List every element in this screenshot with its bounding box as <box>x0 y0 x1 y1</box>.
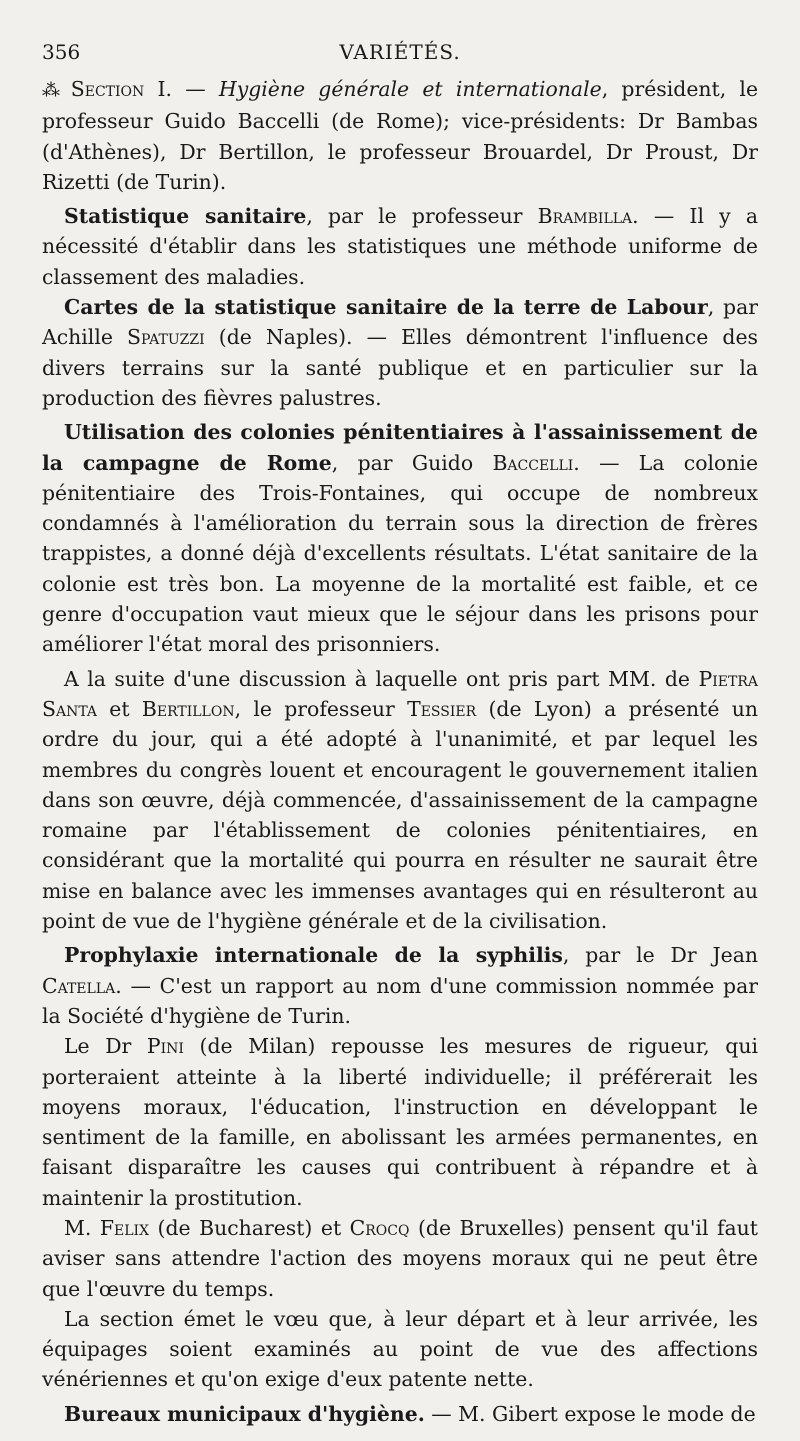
author-name: Brambilla. <box>537 204 639 229</box>
person-name: Pietra Santa <box>42 666 758 721</box>
author-name: Spatuzzi <box>127 325 205 350</box>
paragraph-pini: Le Dr Pini (de Milan) repousse les mesures de rigueur, qui porteraient atteinte à la liberté individuelle; il préférerait les moyens moraux, l'éducation, l'instruction en développant le sentiment de la famille, en abolissant les armées permanentes, en faisant disparaître les causes qui contribuent à répandre et à maintenir la prostitution. <box>42 1034 759 1210</box>
paragraph-heading: Utilisation des colonies pénitentiaires à l'assainissement de la campagne de Rome <box>42 420 758 475</box>
paragraph-cartes: Cartes de la statistique sanitaire de la terre de Labour, par Achille Spatuzzi (de Naples). — Elles démontrent l'influence des divers terrains sur la santé publique et en particulier sur la production des fièvres palustres. <box>42 295 758 410</box>
author-name: Catella. <box>42 973 122 998</box>
paragraph-text: (de Naples). — Elles démontrent l'influence des divers terrains sur la santé publique et en particulier sur la production des fièvres palustres. <box>42 325 758 410</box>
paragraph-text: , président, le professeur Guido Baccelli (de Rome); vice-présidents: Dr Bambas (d'Athènes), Dr Bertillon, le professeur Brouardel, Dr Proust, Dr Rizetti (de Turin). <box>42 77 759 194</box>
paragraph-colonies: Utilisation des colonies pénitentiaires à l'assainissement de la campagne de Rome, par Guido Baccelli. — La colonie pénitentiaire des Trois-Fontaines, qui occupe de nombreux condamnés à l'amélioration du terrain sous la direction de frères trappistes, a donné déjà d'excellents résultats. L'état sanitaire de la colonie est très bon. La moyenne de la mortalité est faible, et ce genre d'occupation vaut mieux que le séjour dans les prisons pour améliorer l'état moral des prisonniers. <box>42 420 759 657</box>
person-name: Crocq <box>349 1215 410 1240</box>
author-name: Baccelli. <box>492 450 580 475</box>
paragraph-text: — M. Gibert expose le mode de <box>424 1401 756 1426</box>
paragraph-text: La section émet le vœu que, à leur départ et à leur arrivée, les équipages soient examinés au point de vue des affections vénériennes et qu'on exige d'eux patente nette. <box>42 1306 758 1392</box>
paragraph-heading: Statistique sanitaire <box>64 204 307 229</box>
paragraph-discussion: A la suite d'une discussion à laquelle ont pris part MM. de Pietra Santa et Bertillon, le professeur Tessier (de Lyon) a présenté un ordre du jour, qui a été adopté à l'unanimité, et par lequel les membres du congrès louent et encouragent le gouvernement italien dans son œuvre, déjà commencée, d'assainissement de la campagne romaine par l'établissement de colonies pénitentiaires, en considérant que la mortalité qui pourra en résulter ne saurait être mise en balance avec les immenses avantages qui en résulteront au point de vue de l'hygiène générale et de la civilisation. <box>42 666 758 934</box>
paragraph-text: — C'est un rapport au nom d'une commission nommée par la Société d'hygiène de Turin. <box>42 973 758 1028</box>
paragraph-heading: Cartes de la statistique sanitaire de la terre de Labour <box>64 295 708 320</box>
running-title: VARIÉTÉS. <box>339 40 461 64</box>
person-name: Bertillon <box>141 696 235 721</box>
section-mark-icon: ⁂ <box>42 80 67 101</box>
section-label: Section I. <box>70 77 173 101</box>
paragraph-text: — La colonie pénitentiaire des Trois-Fontaines, qui occupe de nombreux condamnés à l'amélioration du terrain sous la direction de frères trappistes, a donné déjà d'excellents résultats. L'état sanitaire de la colonie est très bon. La moyenne de la mortalité est faible, et ce genre d'occupation vaut mieux que le séjour dans les prisons pour améliorer l'état moral des prisonniers. <box>42 450 759 657</box>
paragraph-felix-crocq: M. Felix (de Bucharest) et Crocq (de Bruxelles) pensent qu'il faut aviser sans attendre l'action des moyens moraux qui ne peut être que l'œuvre du temps. <box>42 1215 758 1301</box>
paragraph-statistique: Statistique sanitaire, par le professeur Brambilla. — Il y a nécessité d'établir dans les statistiques une méthode uniforme de classement des maladies. <box>42 204 758 289</box>
person-name: Felix <box>99 1215 150 1240</box>
paragraph-heading: Prophylaxie internationale de la syphilis <box>64 943 563 968</box>
paragraph-voeu <box>42 1304 758 1395</box>
person-name: Pini <box>146 1034 184 1059</box>
paragraph-section-one: ⁂ Section I. — Hygiène générale et internationale, président, le professeur Guido Baccelli (de Rome); vice-présidents: Dr Bambas (d'Athènes), Dr Bertillon, le professeur Brouardel, Dr Proust, Dr Rizetti (de Turin). <box>42 77 759 194</box>
paragraph-prophylaxie: Prophylaxie internationale de la syphilis, par le Dr Jean Catella. — C'est un rapport au nom d'une commission nommée par la Société d'hygiène de Turin. <box>42 943 758 1028</box>
paragraph-text: — Il y a nécessité d'établir dans les statistiques une méthode uniforme de classement des maladies. <box>42 204 758 289</box>
paragraph-bureaux <box>42 1399 758 1429</box>
person-name: Tessier <box>407 696 477 721</box>
page-number: 356 <box>42 40 81 64</box>
page-body <box>42 74 758 1429</box>
section-title: Hygiène générale et internationale <box>218 77 602 101</box>
paragraph-heading: Bureaux municipaux d'hygiène. <box>64 1401 425 1426</box>
page-header <box>42 40 758 74</box>
